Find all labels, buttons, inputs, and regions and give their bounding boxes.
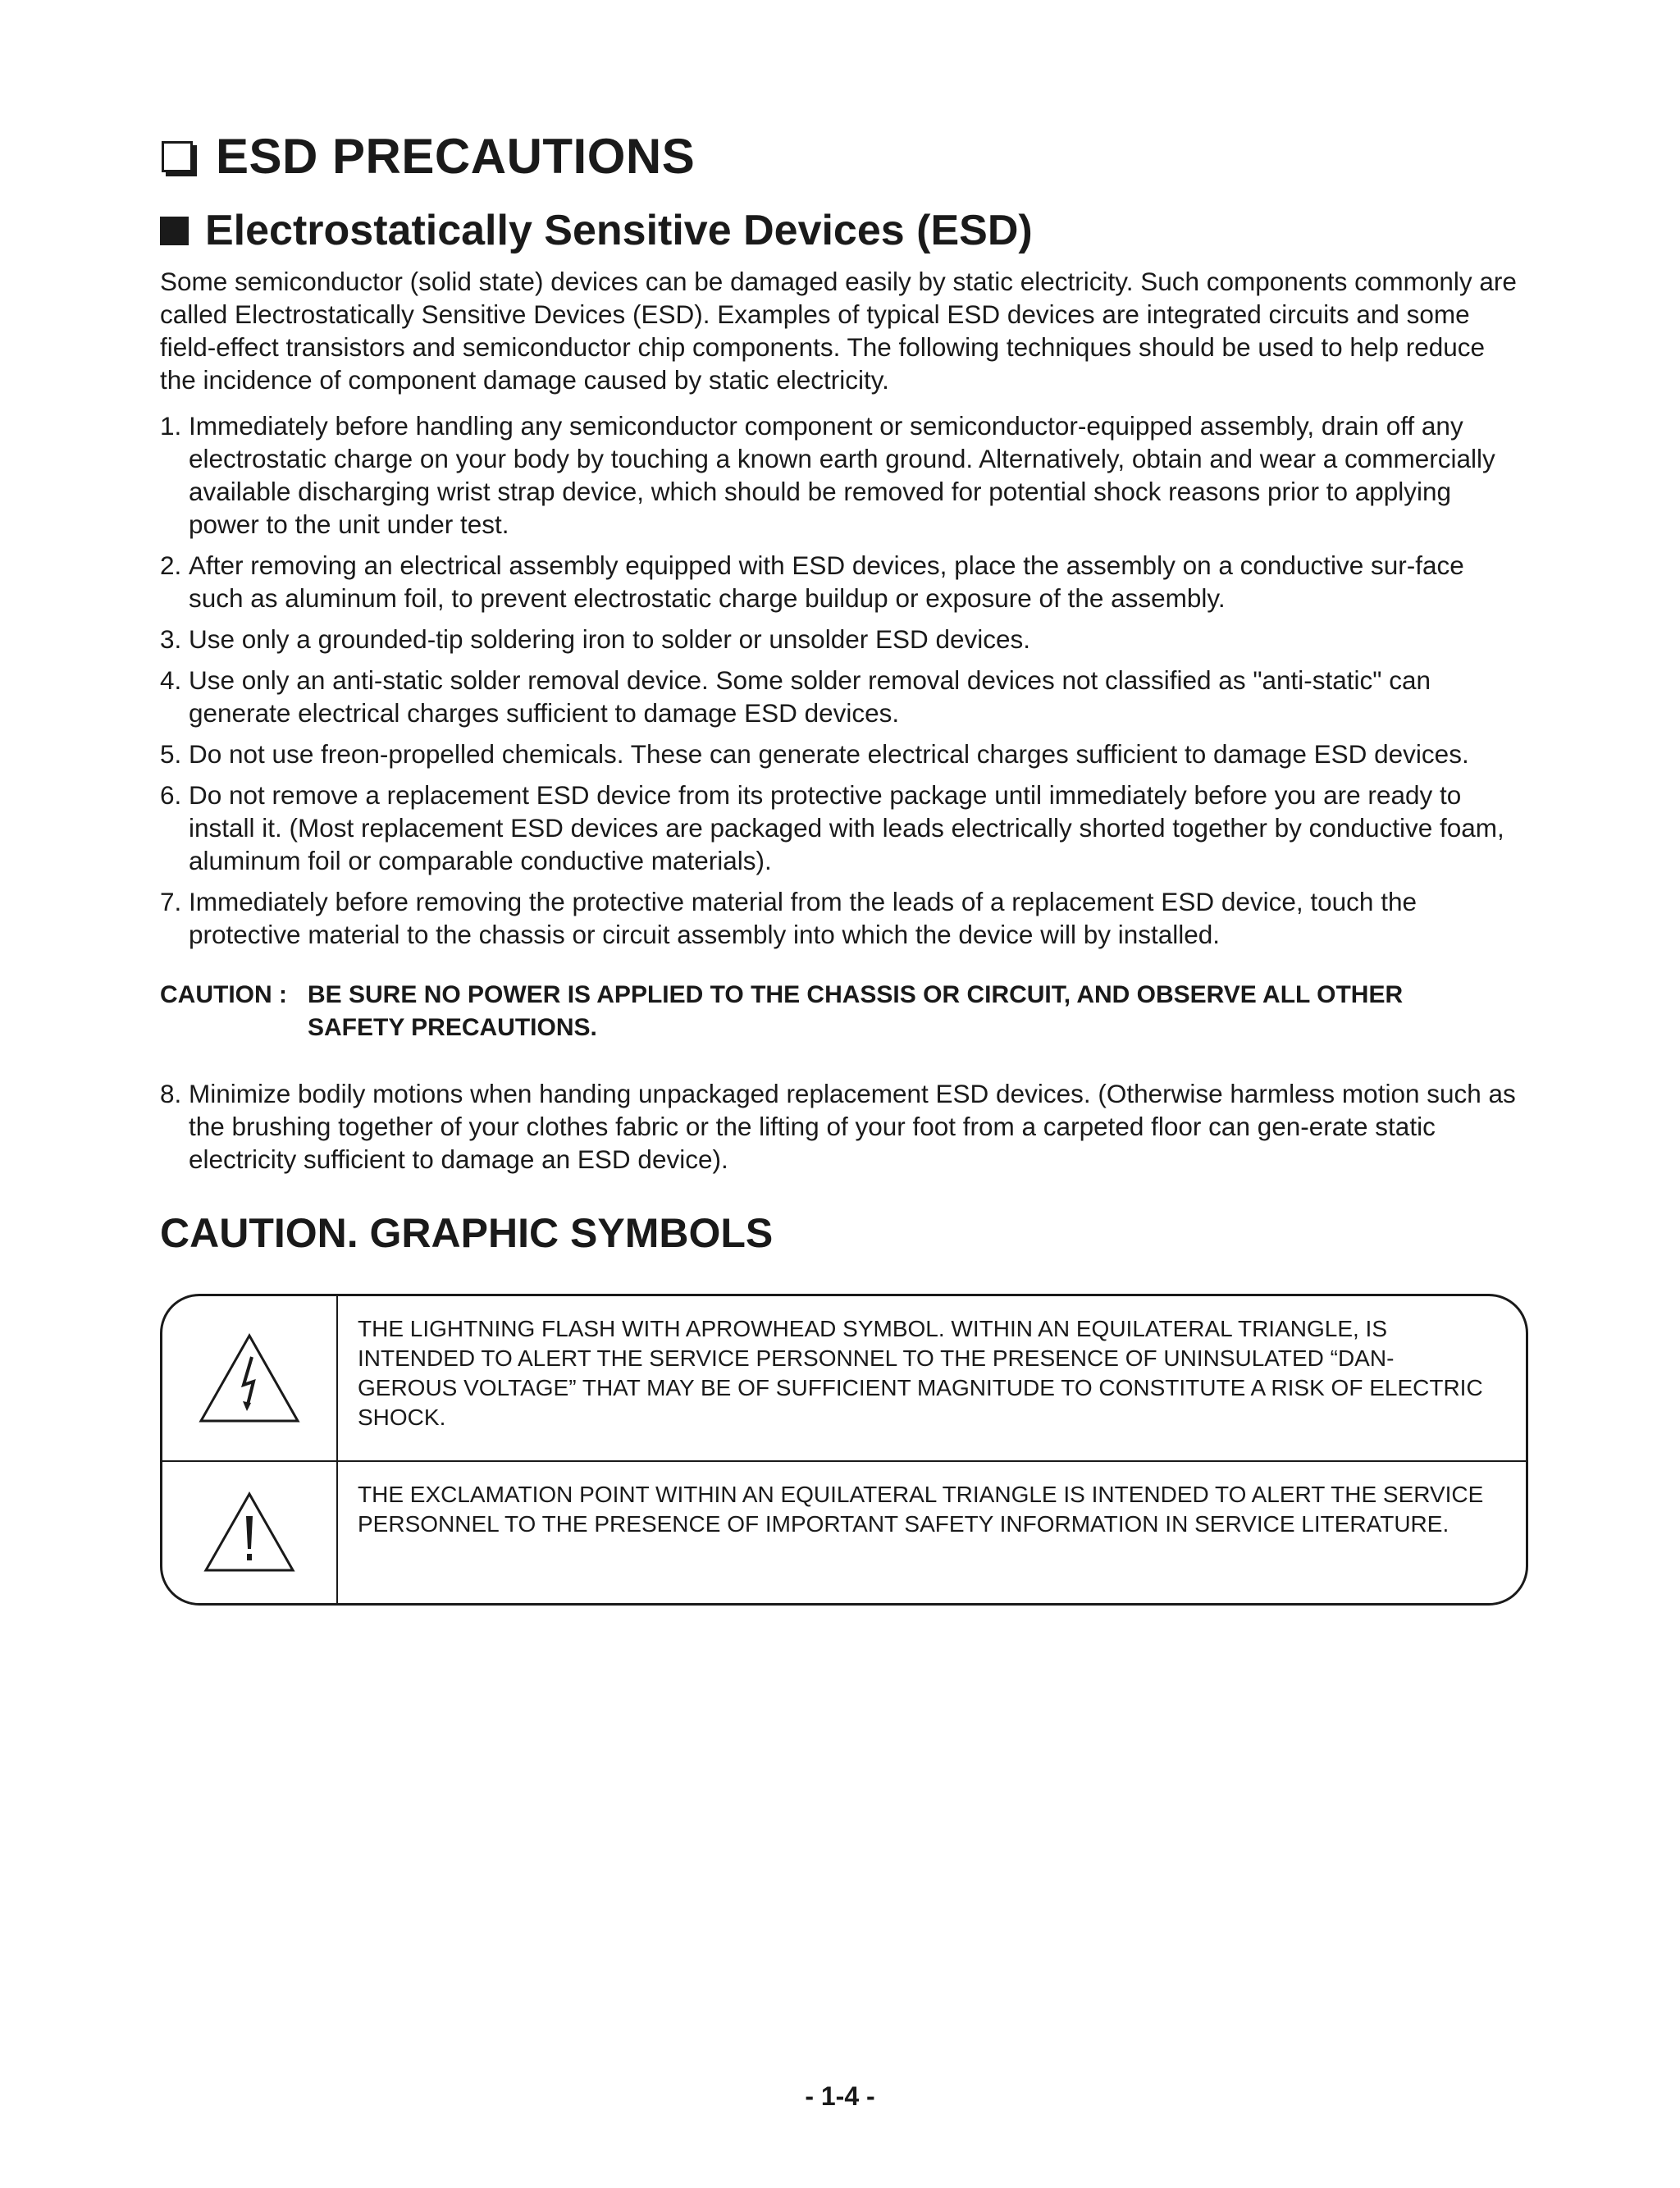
list-item-number: 3. <box>160 624 182 654</box>
caution-text: BE SURE NO POWER IS APPLIED TO THE CHASSIS OR CIRCUIT, AND OBSERVE ALL OTHER SAFETY PRECAUTIONS. <box>308 981 1404 1041</box>
symbols-heading: CAUTION. GRAPHIC SYMBOLS <box>160 1210 774 1256</box>
intro-paragraph: Some semiconductor (solid state) devices can be damaged easily by static electricity. Such components commonly are called Electrostatically Sensitive Devices (ESD). Examples of typical ESD devices are integrated circuits and some field-effect transistors and semiconductor chip components. The following techniques should be used to help reduce the incidence of component damage caused by static electricity. <box>160 267 1517 395</box>
list-item <box>160 664 1526 729</box>
list-item-number: 5. <box>160 739 182 769</box>
list-item-text: Do not use freon-propelled chemicals. These can generate electrical charges sufficient to damage ESD devices. <box>189 739 1469 769</box>
caution-label: CAUTION : <box>160 981 287 1008</box>
page-number: - 1-4 - <box>805 2081 875 2111</box>
section-title-text: Electrostatically Sensitive Devices (ESD) <box>205 207 1033 254</box>
list-item-number: 4. <box>160 665 182 695</box>
symbol-icon-cell <box>162 1296 338 1460</box>
list-item <box>160 409 1526 541</box>
list-item-number: 7. <box>160 887 182 916</box>
symbol-row <box>162 1460 1526 1603</box>
page-content <box>160 127 1526 1606</box>
list-item <box>160 885 1526 951</box>
page-title-text: ESD PRECAUTIONS <box>216 129 696 184</box>
list-item-text: Minimize bodily motions when handing unpackaged replacement ESD devices. (Otherwise harmless motion such as the brushing together of your clothes fabric or the lifting of your foot from a carpeted floor can gen-erate static electricity sufficient to damage an ESD device). <box>189 1079 1516 1174</box>
list-item-number: 8. <box>160 1079 182 1108</box>
checkbox-square-icon <box>162 141 193 172</box>
exclamation-triangle-icon <box>203 1491 295 1574</box>
list-item <box>160 1077 1526 1176</box>
symbol-description: THE EXCLAMATION POINT WITHIN AN EQUILATERAL TRIANGLE IS INTENDED TO ALERT THE SERVICE PERSONNEL TO THE PRESENCE OF IMPORTANT SAFETY INFORMATION IN SERVICE LITERATURE. <box>358 1482 1484 1537</box>
lightning-triangle-icon <box>198 1332 301 1424</box>
list-item <box>160 738 1526 770</box>
section-title <box>160 204 1526 257</box>
list-item-text: Use only a grounded-tip soldering iron to solder or unsolder ESD devices. <box>189 624 1031 654</box>
list-item-text: After removing an electrical assembly equipped with ESD devices, place the assembly on a conductive sur-face such as aluminum foil, to prevent electrostatic charge buildup or exposure of the assembly. <box>189 550 1464 613</box>
graphic-symbols-table <box>160 1294 1528 1606</box>
symbol-row <box>162 1296 1526 1460</box>
list-item-text: Do not remove a replacement ESD device from its protective package until immediately before you are ready to install it. (Most replacement ESD devices are packaged with leads electrically shorted together by conductive foam, aluminum foil or comparable conductive materials). <box>189 780 1504 875</box>
list-item-number: 2. <box>160 550 182 580</box>
precaution-list <box>160 409 1526 951</box>
list-item-number: 1. <box>160 411 182 441</box>
list-item-text: Immediately before handling any semiconductor component or semiconductor-equipped assembly, drain off any electrostatic charge on your body by touching a known earth ground. Alternatively, obtain and wear a commercially available discharging wrist strap device, which should be removed for potential shock reasons prior to applying power to the unit under test. <box>189 411 1495 539</box>
list-item <box>160 779 1526 877</box>
list-item <box>160 549 1526 614</box>
list-item-number: 6. <box>160 780 182 810</box>
caution-notice <box>160 979 1526 1044</box>
list-item-text: Use only an anti-static solder removal device. Some solder removal devices not classified as "anti-static" can generate electrical charges sufficient to damage ESD devices. <box>189 665 1431 728</box>
list-item <box>160 623 1526 655</box>
symbol-icon-cell <box>162 1462 338 1603</box>
page-title <box>160 127 1526 186</box>
symbol-description: THE LIGHTNING FLASH WITH APROWHEAD SYMBOL. WITHIN AN EQUILATERAL TRIANGLE, IS INTENDED TO ALERT THE SERVICE PERSONNEL TO THE PRESENCE OF UNINSULATED “DAN-GEROUS VOLTAGE” THAT MAY BE OF SUFFICIENT MAGNITUDE TO CONSTITUTE A RISK OF ELECTRIC SHOCK. <box>358 1316 1483 1430</box>
filled-square-icon <box>160 217 189 245</box>
list-item-text: Immediately before removing the protective material from the leads of a replacement ESD device, touch the protective material to the chassis or circuit assembly into which the device will by installed. <box>189 887 1417 949</box>
